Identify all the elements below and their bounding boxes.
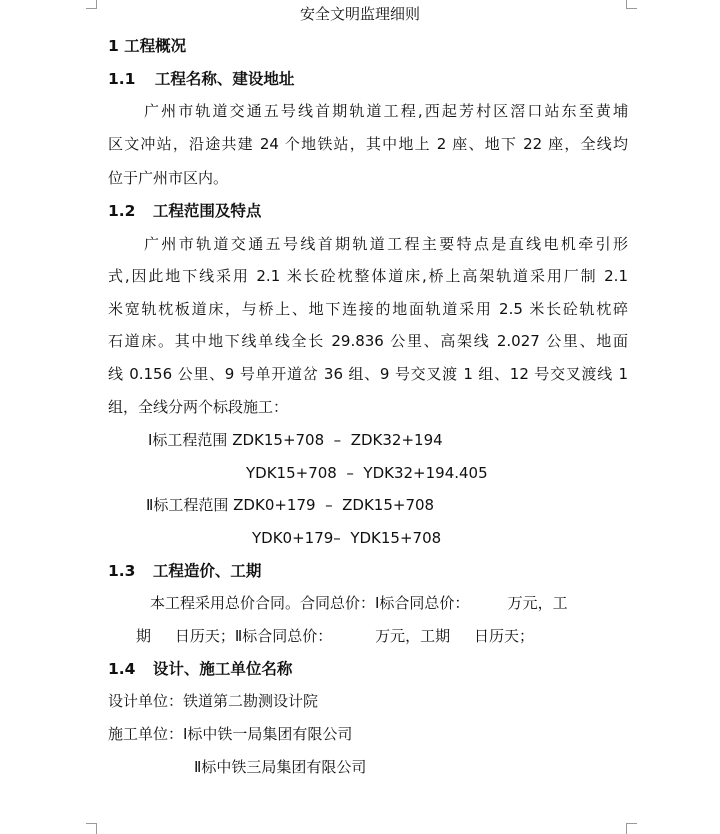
range-line-1b: YDK15+708 – YDK32+194.405 [246,464,488,482]
section-1-4-title: 设计、施工单位名称 [152,660,293,678]
paragraph-line: 石道床。其中地下线单线全长 29.836 公里、高架线 2.027 公里、地面 [108,332,628,350]
section-1-3-heading [108,561,261,581]
construction-unit: 施工单位：Ⅰ标中铁一局集团有限公司 [108,725,353,743]
section-1-3-number: 1.3 [108,562,136,580]
section-1-2-title: 工程范围及特点 [152,202,262,220]
paragraph-line: 位于广州市区内。 [108,169,229,187]
range-line-2b: YDK0+179– YDK15+708 [252,529,442,547]
corner-mark-bottom-right [626,823,637,834]
section-1-1-title: 工程名称、建设地址 [154,70,295,88]
paragraph-line: 线 0.156 公里、9 号单开道岔 36 组、9 号交叉渡 1 组、12 号交叉渡线 1 [108,365,628,383]
paragraph-line: 广州市轨道交通五号线首期轨道工程主要特点是直线电机牵引形 [144,235,628,253]
section-1-4-heading [108,659,292,679]
construction-unit-2: Ⅱ标中铁三局集团有限公司 [194,758,367,776]
heading-1: 1 工程概况 [108,37,187,55]
paragraph-line: 组，全线分两个标段施工： [108,398,289,416]
paragraph-line: 广州市轨道交通五号线首期轨道工程,西起芳村区滘口站东至黄埔 [144,102,628,120]
paragraph-line: 区文冲站，沿途共建 24 个地铁站，其中地上 2 座、地下 22 座，全线均 [108,135,628,153]
paragraph-line: 期 日历天；Ⅱ标合同总价： 万元，工期 日历天； [136,627,534,645]
section-1-4-number: 1.4 [108,660,136,678]
range-line-2: Ⅱ标工程范围 ZDK0+179 – ZDK15+708 [146,496,435,514]
design-unit: 设计单位：铁道第二勘测设计院 [108,692,319,710]
section-1-3-title: 工程造价、工期 [152,562,262,580]
corner-mark-bottom-left [86,823,97,834]
section-1-1-heading [108,69,294,89]
section-1-2-heading [108,201,261,221]
document-title: 安全文明监理细则 [299,5,420,23]
paragraph-line: 式,因此地下线采用 2.1 米长砼枕整体道床,桥上高架轨道采用厂制 2.1 [108,267,628,285]
section-1-1-number: 1.1 [108,70,136,88]
paragraph-line: 米宽轨枕板道床，与桥上、地下连接的地面轨道采用 2.5 米长砼轨枕碎 [108,300,628,318]
range-line-1: Ⅰ标工程范围 ZDK15+708 – ZDK32+194 [148,431,443,449]
paragraph-line: 本工程采用总价合同。合同总价：Ⅰ标合同总价： 万元，工 [150,594,568,612]
section-1-2-number: 1.2 [108,202,136,220]
